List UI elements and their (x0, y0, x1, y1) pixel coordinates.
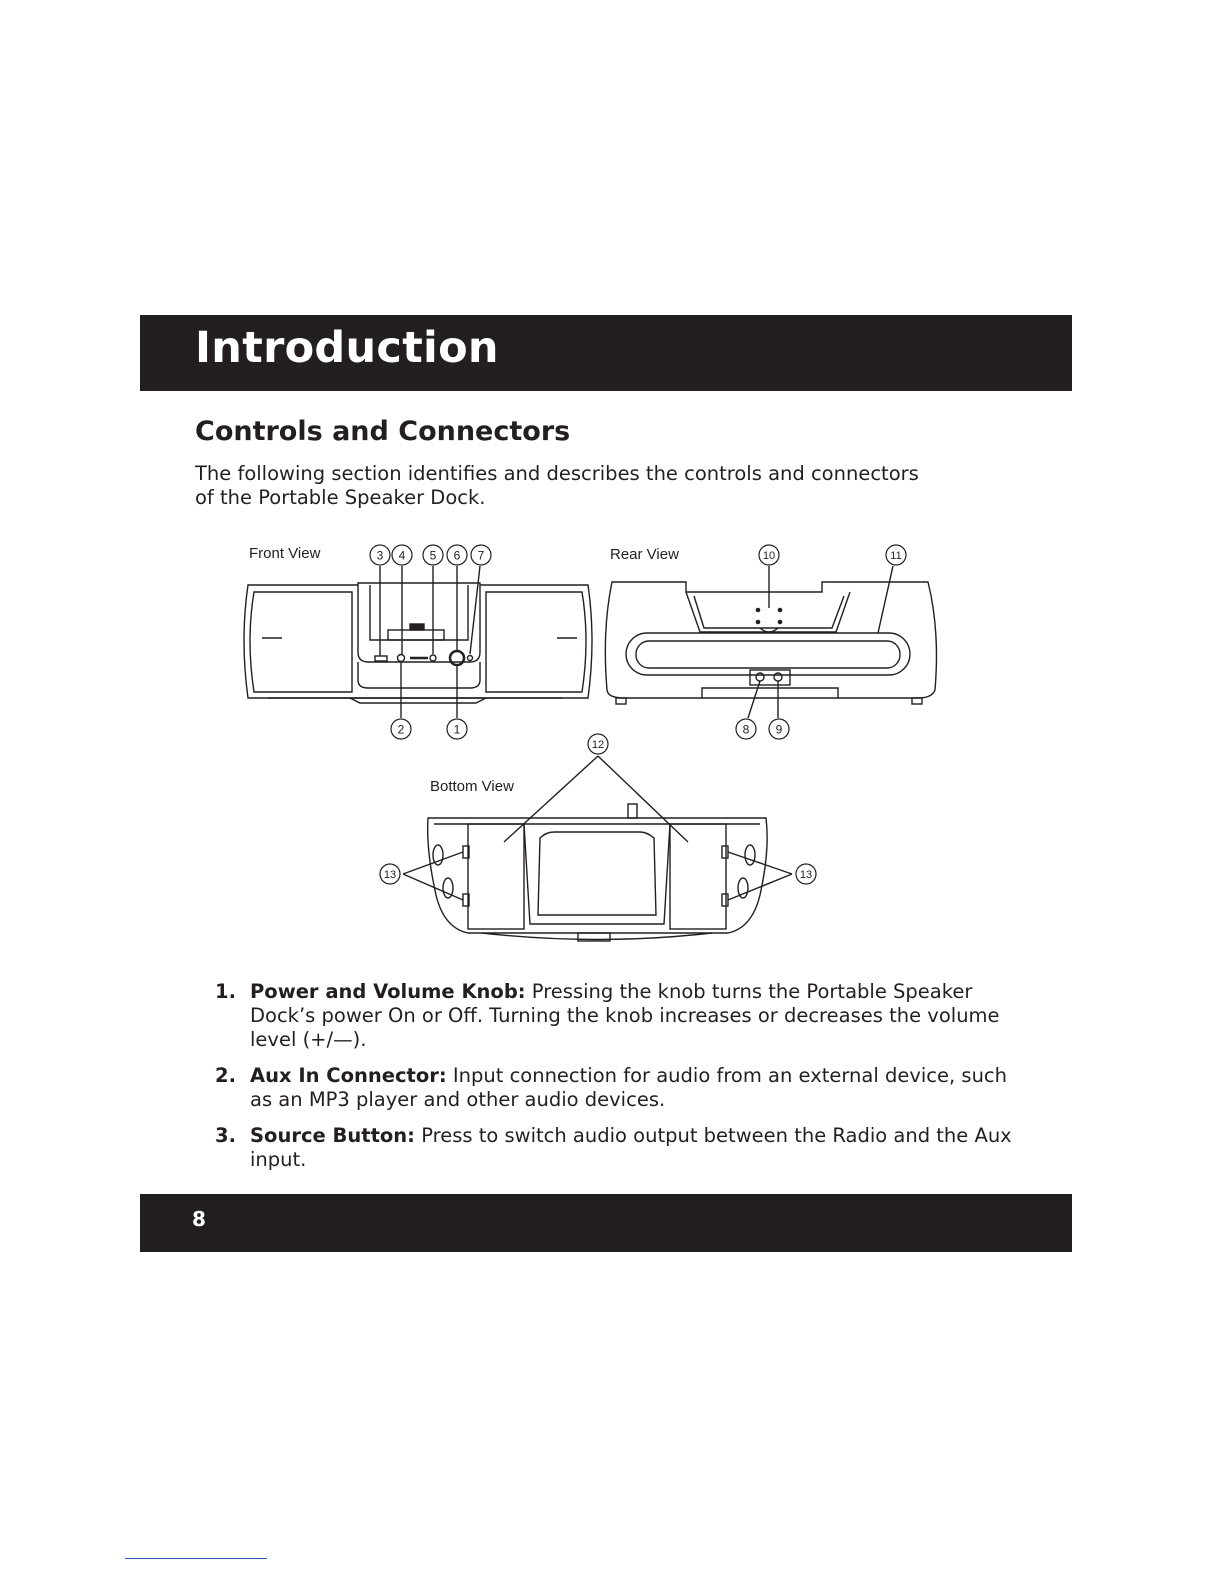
callout-10-label: 10 (762, 550, 776, 562)
item-description: Press to switch audio output between the Radio and the Aux input. (250, 1124, 1012, 1171)
rear-view-illustration (605, 582, 936, 704)
item-number: 1. (215, 980, 236, 1003)
front-view-label: Front View (249, 545, 321, 562)
callout-1-label: 1 (453, 722, 461, 737)
page-number: 8 (192, 1207, 206, 1231)
callout-12-label: 12 (591, 739, 605, 751)
bottom-view-illustration (428, 804, 767, 941)
item-description: Pressing the knob turns the Portable Speaker Dock’s power On or Off. Turning the knob increases or decreases the volume level (+/—). (250, 980, 1000, 1051)
item-number: 3. (215, 1124, 236, 1147)
list-item (215, 1124, 1015, 1172)
page-title: Introduction (195, 323, 499, 373)
callout-5-label: 5 (429, 548, 437, 563)
item-term: Aux In Connector: (250, 1064, 447, 1087)
callout-7-label: 7 (477, 548, 485, 563)
callout-2-label: 2 (397, 722, 405, 737)
list-item (215, 980, 1015, 1052)
callout-13-right-label: 13 (799, 869, 813, 881)
item-number: 2. (215, 1064, 236, 1087)
intro-line-2: of the Portable Speaker Dock. (195, 486, 486, 509)
rear-view-label: Rear View (610, 546, 679, 563)
callout-13-left-label: 13 (383, 869, 397, 881)
list-item (215, 1064, 1015, 1112)
callout-6-label: 6 (453, 548, 461, 563)
controls-list (215, 980, 1015, 1184)
callout-11-label: 11 (890, 550, 902, 562)
callout-3-label: 3 (376, 548, 384, 563)
section-heading: Controls and Connectors (195, 416, 571, 447)
item-term: Source Button: (250, 1124, 415, 1147)
callout-9-label: 9 (775, 722, 783, 737)
intro-line-1: The following section identifies and describes the controls and connectors (195, 462, 919, 485)
item-description: Input connection for audio from an external device, such as an MP3 player and other audio devices. (250, 1064, 1008, 1111)
callout-markers (370, 545, 906, 884)
bottom-rule (125, 1558, 267, 1559)
bottom-view-label: Bottom View (430, 778, 514, 795)
item-term: Power and Volume Knob: (250, 980, 526, 1003)
callout-8-label: 8 (742, 722, 750, 737)
callout-4-label: 4 (398, 548, 406, 563)
footer-bar (140, 1194, 1072, 1252)
front-view-illustration (244, 583, 592, 703)
